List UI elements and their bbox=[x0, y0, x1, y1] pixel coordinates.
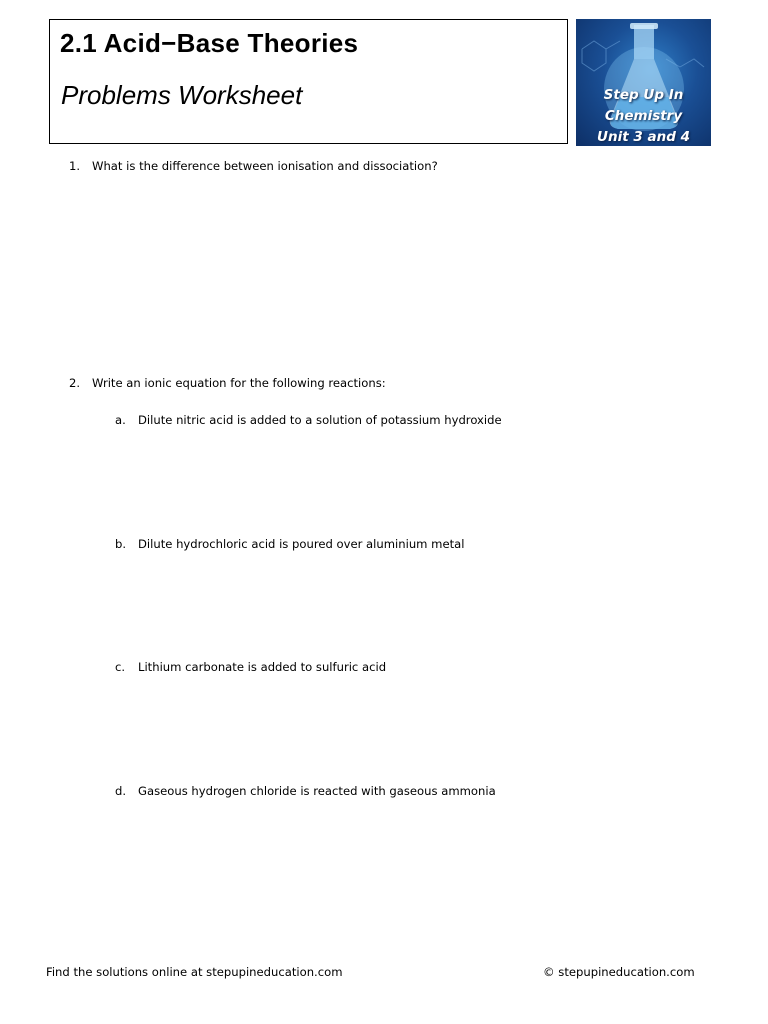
logo-line-1: Step Up In bbox=[603, 87, 684, 103]
question-text: What is the difference between ionisation and dissociation? bbox=[92, 159, 438, 173]
page-title: 2.1 Acid−Base Theories bbox=[60, 28, 359, 58]
title-box bbox=[49, 19, 568, 144]
logo bbox=[576, 19, 711, 146]
part-letter: b. bbox=[115, 537, 127, 551]
part-text: Gaseous hydrogen chloride is reacted with gaseous ammonia bbox=[138, 784, 496, 798]
part-text: Lithium carbonate is added to sulfuric acid bbox=[138, 660, 387, 674]
footer-copyright: © stepupineducation.com bbox=[543, 965, 695, 979]
question-number: 2. bbox=[69, 376, 81, 390]
part-text: Dilute hydrochloric acid is poured over aluminium metal bbox=[138, 537, 465, 551]
logo-line-2: Chemistry bbox=[604, 108, 683, 124]
question-number: 1. bbox=[69, 159, 81, 173]
page-subtitle: Problems Worksheet bbox=[61, 80, 303, 110]
part-text: Dilute nitric acid is added to a solution of potassium hydroxide bbox=[138, 413, 502, 427]
question-text: Write an ionic equation for the following reactions: bbox=[92, 376, 386, 390]
logo-line-3: Unit 3 and 4 bbox=[597, 129, 690, 145]
part-letter: a. bbox=[115, 413, 126, 427]
part-letter: d. bbox=[115, 784, 127, 798]
part-letter: c. bbox=[115, 660, 126, 674]
footer-solutions-link[interactable]: Find the solutions online at stepupineducation.com bbox=[46, 965, 343, 979]
